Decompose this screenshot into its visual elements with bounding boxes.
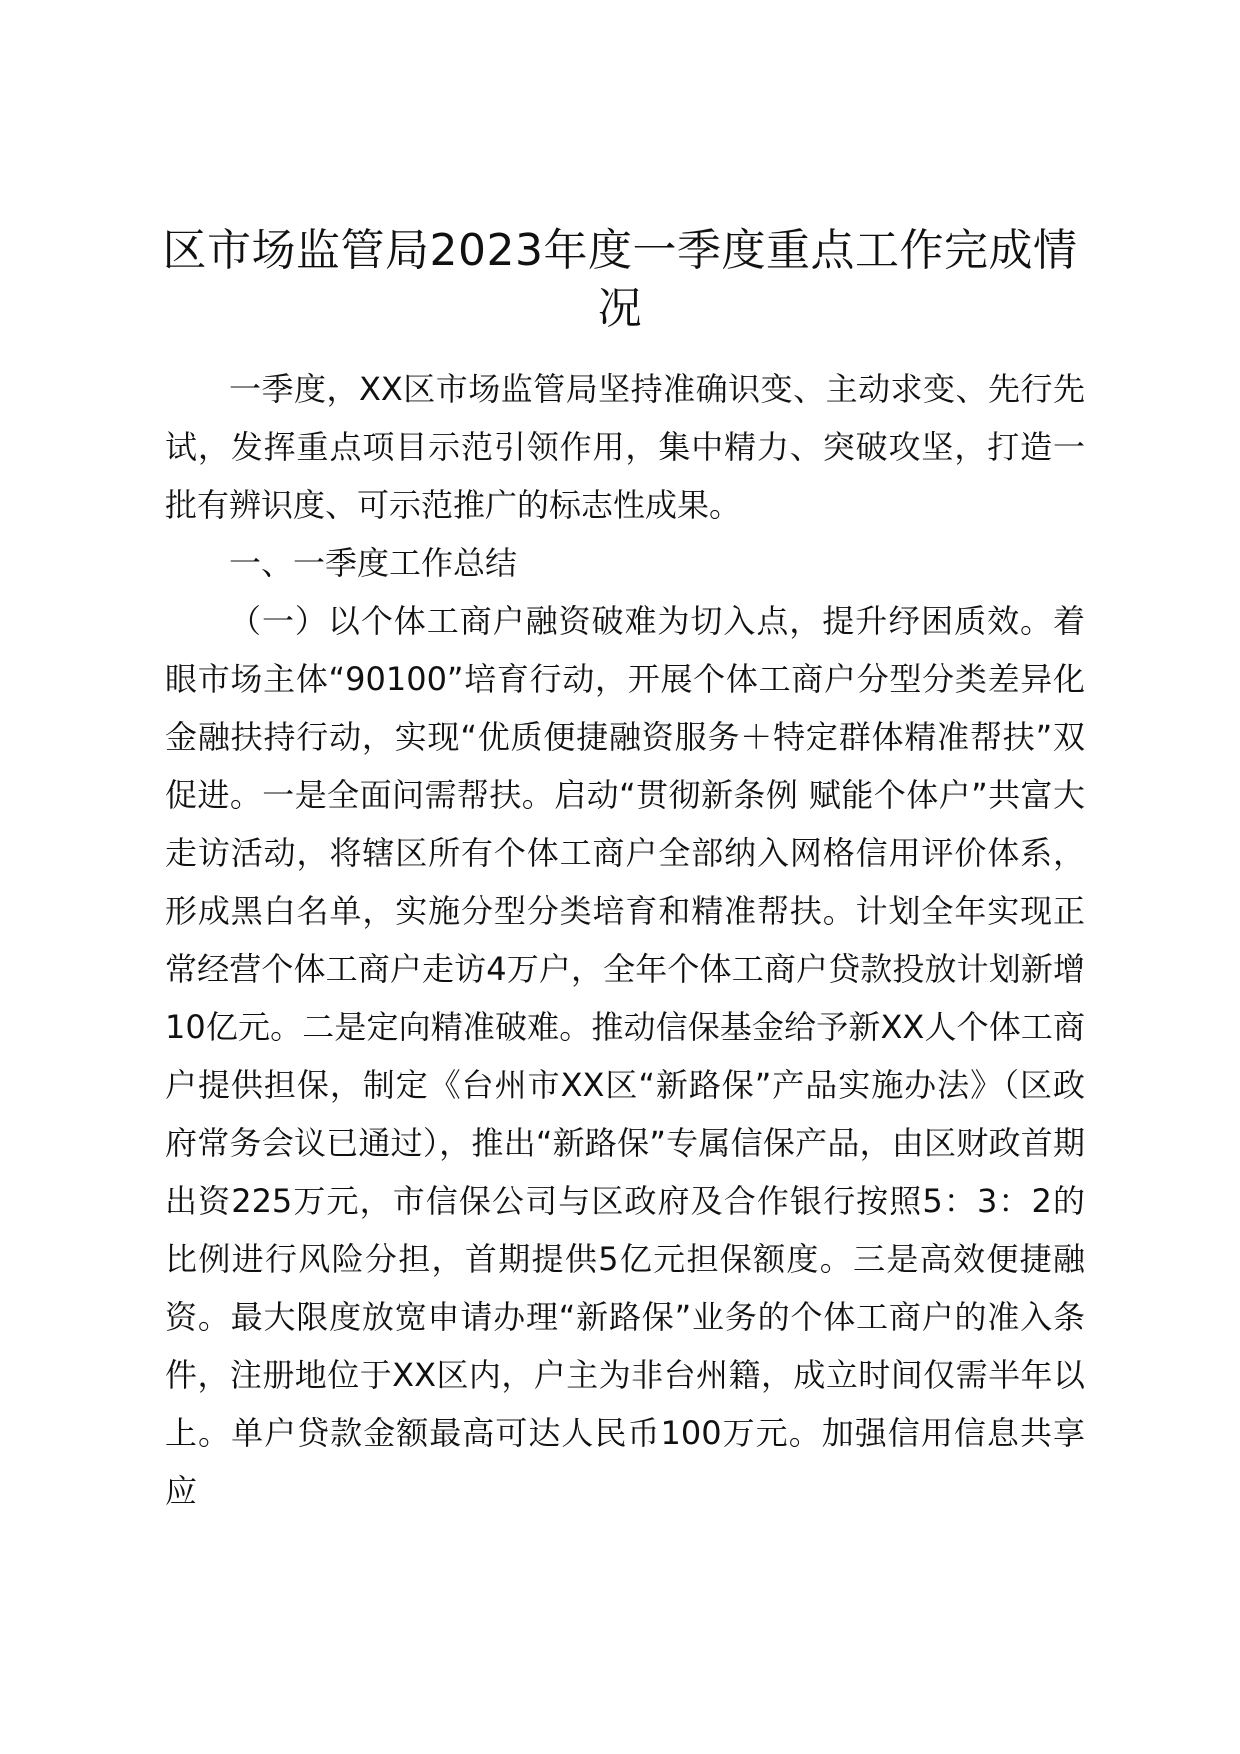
document-title: 区市场监管局2023年度一季度重点工作完成情况 [162, 225, 1078, 334]
intro-paragraph: 一季度，XX区市场监管局坚持准确识变、主动求变、先行先试，发挥重点项目示范引领作用，集中精力、突破攻坚，打造一批有辨识度、可示范推广的标志性成果。 [165, 370, 1085, 524]
document-body [165, 360, 1085, 1520]
section-heading: 一、一季度工作总结 [229, 544, 518, 582]
body-paragraph: （一）以个体工商户融资破难为切入点，提升纾困质效。着眼市场主体“90100”培育行动，开展个体工商户分型分类差异化金融扶持行动，实现“优质便捷融资服务＋特定群体精准帮扶”双促进。一是全面问需帮扶。启动“贯彻新条例 赋能个体户”共富大走访活动，将辖区所有个体工商户全部纳入网格信用评价体系，形成黑白名单，实施分型分类培育和精准帮扶。计划全年实现正常经营个体工商户走访4万户，全年个体工商户贷款投放计划新增10亿元。二是定向精准破难。推动信保基金给予新XX人个体工商户提供担保，制定《台州市XX区“新路保”产品实施办法》（区政府常务会议已通过），推出“新路保”专属信保产品，由区财政首期出资225万元，市信保公司与区政府及合作银行按照5：3：2的比例进行风险分担，首期提供5亿元担保额度。三是高效便捷融资。最大限度放宽申请办理“新路保”业务的个体工商户的准入条件，注册地位于XX区内，户主为非台州籍，成立时间仅需半年以上。单户贷款金额最高可达人民币100万元。加强信用信息共享应 [165, 602, 1085, 1510]
